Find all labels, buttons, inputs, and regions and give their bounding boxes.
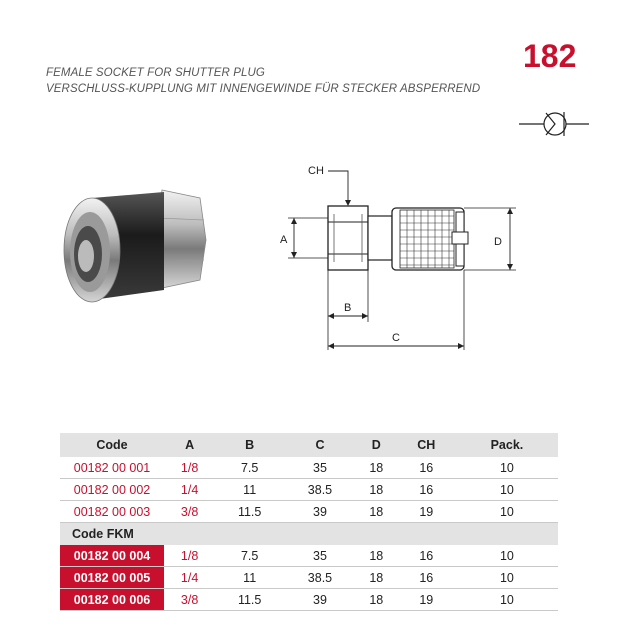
- title-english: FEMALE SOCKET FOR SHUTTER PLUG: [46, 67, 265, 79]
- table-row: [60, 567, 558, 589]
- cell-a: 3/8: [164, 589, 215, 611]
- cell-a: 1/8: [164, 545, 215, 567]
- cell-ch: 16: [397, 567, 456, 589]
- table-row: [60, 479, 558, 501]
- cell-a: 1/4: [164, 479, 215, 501]
- cell-ch: 16: [397, 545, 456, 567]
- cell-d: 18: [356, 501, 397, 523]
- col-header-a: A: [164, 433, 215, 457]
- specification-table: [60, 433, 558, 611]
- table-row: [60, 501, 558, 523]
- col-header-b: B: [215, 433, 284, 457]
- technical-drawing: [262, 150, 562, 365]
- cell-c: 35: [284, 545, 356, 567]
- cell-pack: 10: [456, 501, 558, 523]
- label-b: B: [344, 302, 352, 314]
- cell-c: 39: [284, 589, 356, 611]
- cell-c: 35: [284, 457, 356, 479]
- table-row: [60, 589, 558, 611]
- cell-ch: 16: [397, 479, 456, 501]
- cell-d: 18: [356, 567, 397, 589]
- cell-c: 39: [284, 501, 356, 523]
- fkm-label: Code FKM: [60, 523, 558, 546]
- title-german: VERSCHLUSS-KUPPLUNG MIT INNENGEWINDE FÜR STECKER ABSPERREND: [46, 83, 481, 95]
- cell-d: 18: [356, 457, 397, 479]
- cell-a: 3/8: [164, 501, 215, 523]
- table-row: [60, 545, 558, 567]
- cell-b: 11: [215, 479, 284, 501]
- cell-a: 1/8: [164, 457, 215, 479]
- cell-code: 00182 00 001: [60, 457, 164, 479]
- table-header-row: [60, 433, 558, 457]
- cell-b: 7.5: [215, 545, 284, 567]
- cell-ch: 19: [397, 501, 456, 523]
- cell-c: 38.5: [284, 479, 356, 501]
- cell-d: 18: [356, 479, 397, 501]
- cell-pack: 10: [456, 545, 558, 567]
- label-d: D: [494, 236, 502, 248]
- cell-code: 00182 00 002: [60, 479, 164, 501]
- col-header-c: C: [284, 433, 356, 457]
- cell-b: 7.5: [215, 457, 284, 479]
- cell-code: 00182 00 006: [60, 589, 164, 611]
- cell-ch: 19: [397, 589, 456, 611]
- col-header-ch: CH: [397, 433, 456, 457]
- table-row: [60, 457, 558, 479]
- cell-code: 00182 00 005: [60, 567, 164, 589]
- cell-pack: 10: [456, 457, 558, 479]
- cell-b: 11.5: [215, 589, 284, 611]
- cell-code: 00182 00 003: [60, 501, 164, 523]
- fkm-subheader-row: [60, 523, 558, 546]
- label-a: A: [280, 234, 288, 246]
- label-ch: CH: [308, 165, 324, 177]
- cell-b: 11: [215, 567, 284, 589]
- check-valve-symbol-icon: [519, 106, 591, 146]
- cell-pack: 10: [456, 479, 558, 501]
- cell-code: 00182 00 004: [60, 545, 164, 567]
- cell-b: 11.5: [215, 501, 284, 523]
- cell-ch: 16: [397, 457, 456, 479]
- cell-d: 18: [356, 545, 397, 567]
- col-header-d: D: [356, 433, 397, 457]
- cell-pack: 10: [456, 567, 558, 589]
- cell-a: 1/4: [164, 567, 215, 589]
- cell-pack: 10: [456, 589, 558, 611]
- col-header-pack: Pack.: [456, 433, 558, 457]
- label-c: C: [392, 332, 400, 344]
- col-header-code: Code: [60, 433, 164, 457]
- cell-c: 38.5: [284, 567, 356, 589]
- cell-d: 18: [356, 589, 397, 611]
- product-number: 182: [523, 38, 577, 74]
- product-photo: [52, 180, 212, 325]
